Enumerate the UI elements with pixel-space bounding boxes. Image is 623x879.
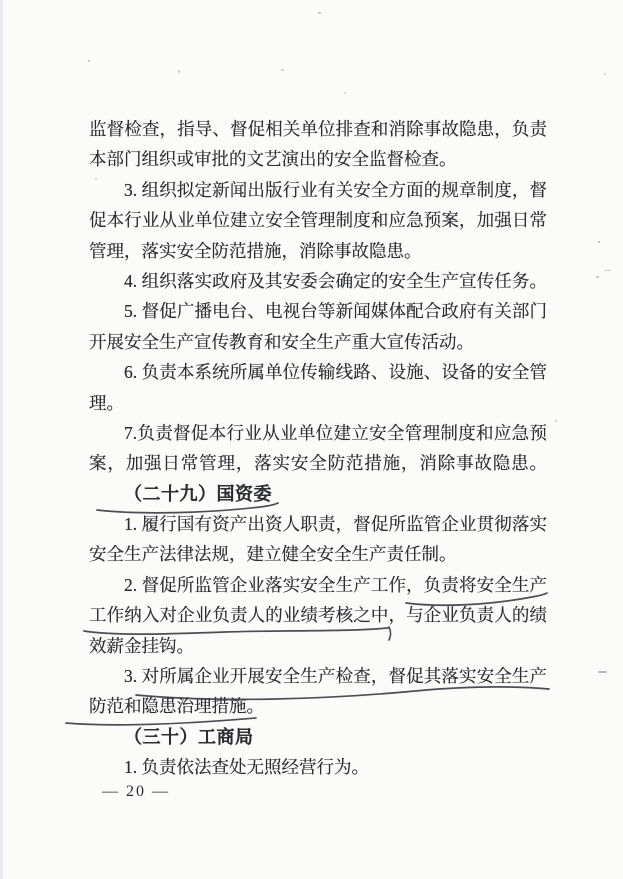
text-line: 3. 对所属企业开展安全生产检查，督促其落实安全生产: [124, 666, 547, 687]
text-line: 1. 履行国有资产出资人职责，督促所监管企业贯彻落实: [124, 514, 547, 535]
text-line: 案，加强日常管理，落实安全防范措施，消除事故隐患。: [89, 453, 547, 474]
scan-speck: [604, 73, 606, 75]
text-line: 促本行业从业单位建立安全管理制度和应急预案，加强日常: [89, 210, 547, 231]
scan-edge-shadow: [0, 0, 3, 879]
text-line: 4. 组织落实政府及其安委会确定的安全生产宣传任务。: [124, 270, 547, 291]
scan-speck: [598, 241, 600, 243]
scan-speck: [95, 178, 97, 180]
text-line: 本部门组织或审批的文艺演出的安全监督检查。: [89, 149, 457, 170]
text-line: 7.负责督促本行业从业单位建立安全管理制度和应急预: [124, 422, 547, 443]
section-heading: （三十）工商局: [124, 726, 254, 747]
text-line: 效薪金挂钩。: [89, 635, 194, 656]
text-line: 1. 负责依法查处无照经营行为。: [124, 757, 369, 778]
text-line: 5. 督促广播电台、电视台等新闻媒体配合政府有关部门: [124, 301, 547, 322]
text-line: 开展安全生产宣传教育和安全生产重大宣传活动。: [89, 331, 474, 352]
scan-scratch: [598, 671, 607, 673]
scan-speck: [178, 70, 180, 73]
text-line: 安全生产法律法规，建立健全安全生产责任制。: [89, 544, 457, 565]
text-line: 管理，落实安全防范措施，消除事故隐患。: [89, 240, 422, 261]
text-line: 理。: [89, 392, 124, 413]
scan-speck: [281, 69, 284, 71]
scan-speck: [596, 276, 599, 278]
text-line: 3. 组织拟定新闻出版行业有关安全方面的规章制度，督: [124, 179, 547, 200]
document-lines: [89, 114, 547, 783]
scan-scratch: [604, 270, 611, 271]
scan-speck: [555, 420, 557, 422]
section-heading: （二十九）国资委: [124, 483, 272, 504]
page-number: — 20 —: [102, 783, 170, 800]
text-line: 防范和隐患治理措施。: [89, 696, 264, 717]
text-line: 工作纳入对企业负责人的业绩考核之中，与企业负责人的绩: [89, 605, 547, 626]
text-line: 6. 负责本系统所属单位传输线路、设施、设备的安全管: [124, 362, 547, 383]
scan-speck: [344, 92, 346, 94]
scan-speck: [318, 12, 321, 14]
text-line: 2. 督促所监管企业落实安全生产工作，负责将安全生产: [124, 574, 547, 595]
scan-speck: [88, 60, 90, 62]
text-line: 监督检查，指导、督促相关单位排查和消除事故隐患，负责: [89, 119, 547, 139]
